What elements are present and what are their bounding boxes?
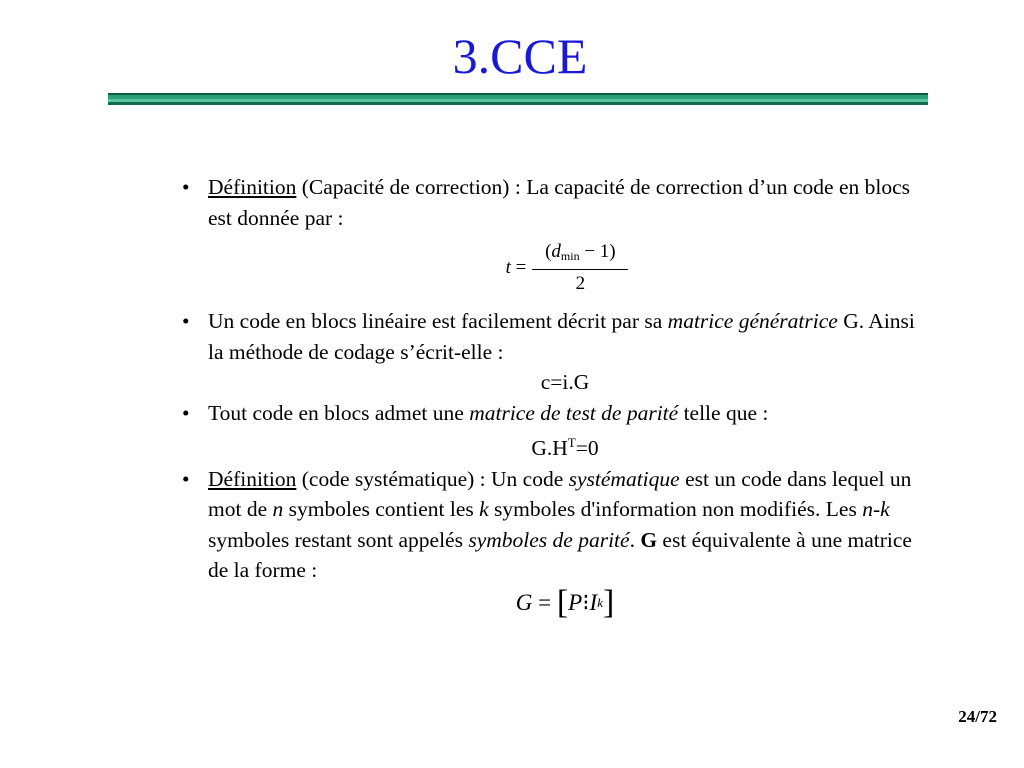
bullet-definition-correction bbox=[182, 172, 922, 233]
equation-encoding: c=i.G bbox=[540, 370, 590, 394]
definition-label: Définition bbox=[208, 466, 297, 491]
generator-matrix-term: matrice génératrice bbox=[667, 309, 838, 333]
parity-matrix-term: matrice de test de parité bbox=[469, 400, 679, 425]
slide-content bbox=[182, 172, 922, 621]
equation-denominator: 2 bbox=[575, 273, 586, 294]
equation-correction-capacity bbox=[212, 239, 922, 298]
slide-title: 3.CCE bbox=[452, 28, 588, 84]
title-divider bbox=[108, 93, 928, 105]
definition-text: (Capacité de correction) : La capacité de correction d’un code en blocs est donnée par : bbox=[208, 175, 911, 230]
bullet-generator-matrix: • Un code en blocs linéaire est facilement décrit par sa matrice génératrice G. Ainsi la méthode de codage s’écrit-elle : bbox=[182, 306, 922, 367]
bullet-parity-matrix: • Tout code en blocs admet une matrice de test de parité telle que : bbox=[182, 398, 922, 429]
page-number: 24/72 bbox=[958, 707, 997, 726]
equation-systematic-form: G = [ P ⁝ I k ] bbox=[515, 583, 615, 621]
bullet-icon: • bbox=[182, 309, 190, 333]
bullet-icon: • bbox=[182, 466, 190, 491]
bullet-icon: • bbox=[182, 400, 190, 425]
equation-lhs: t = bbox=[505, 257, 527, 279]
equation-fraction bbox=[532, 239, 628, 298]
bullet-icon: • bbox=[182, 175, 190, 199]
equation-parity: $G.H^T=0$ bbox=[531, 435, 599, 460]
equation-numerator: $(d_{min} - 1)$ bbox=[545, 241, 616, 263]
bullet-definition-systematic: • Définition (code systématique) : Un code systématique est un code dans lequel un mot de n symboles contient les k symboles d'information non modifiés. Les n-k symboles restant sont appelés symboles de parité. G est équivalente à une matrice de la forme : bbox=[182, 464, 922, 586]
definition-label: Définition bbox=[208, 175, 297, 199]
